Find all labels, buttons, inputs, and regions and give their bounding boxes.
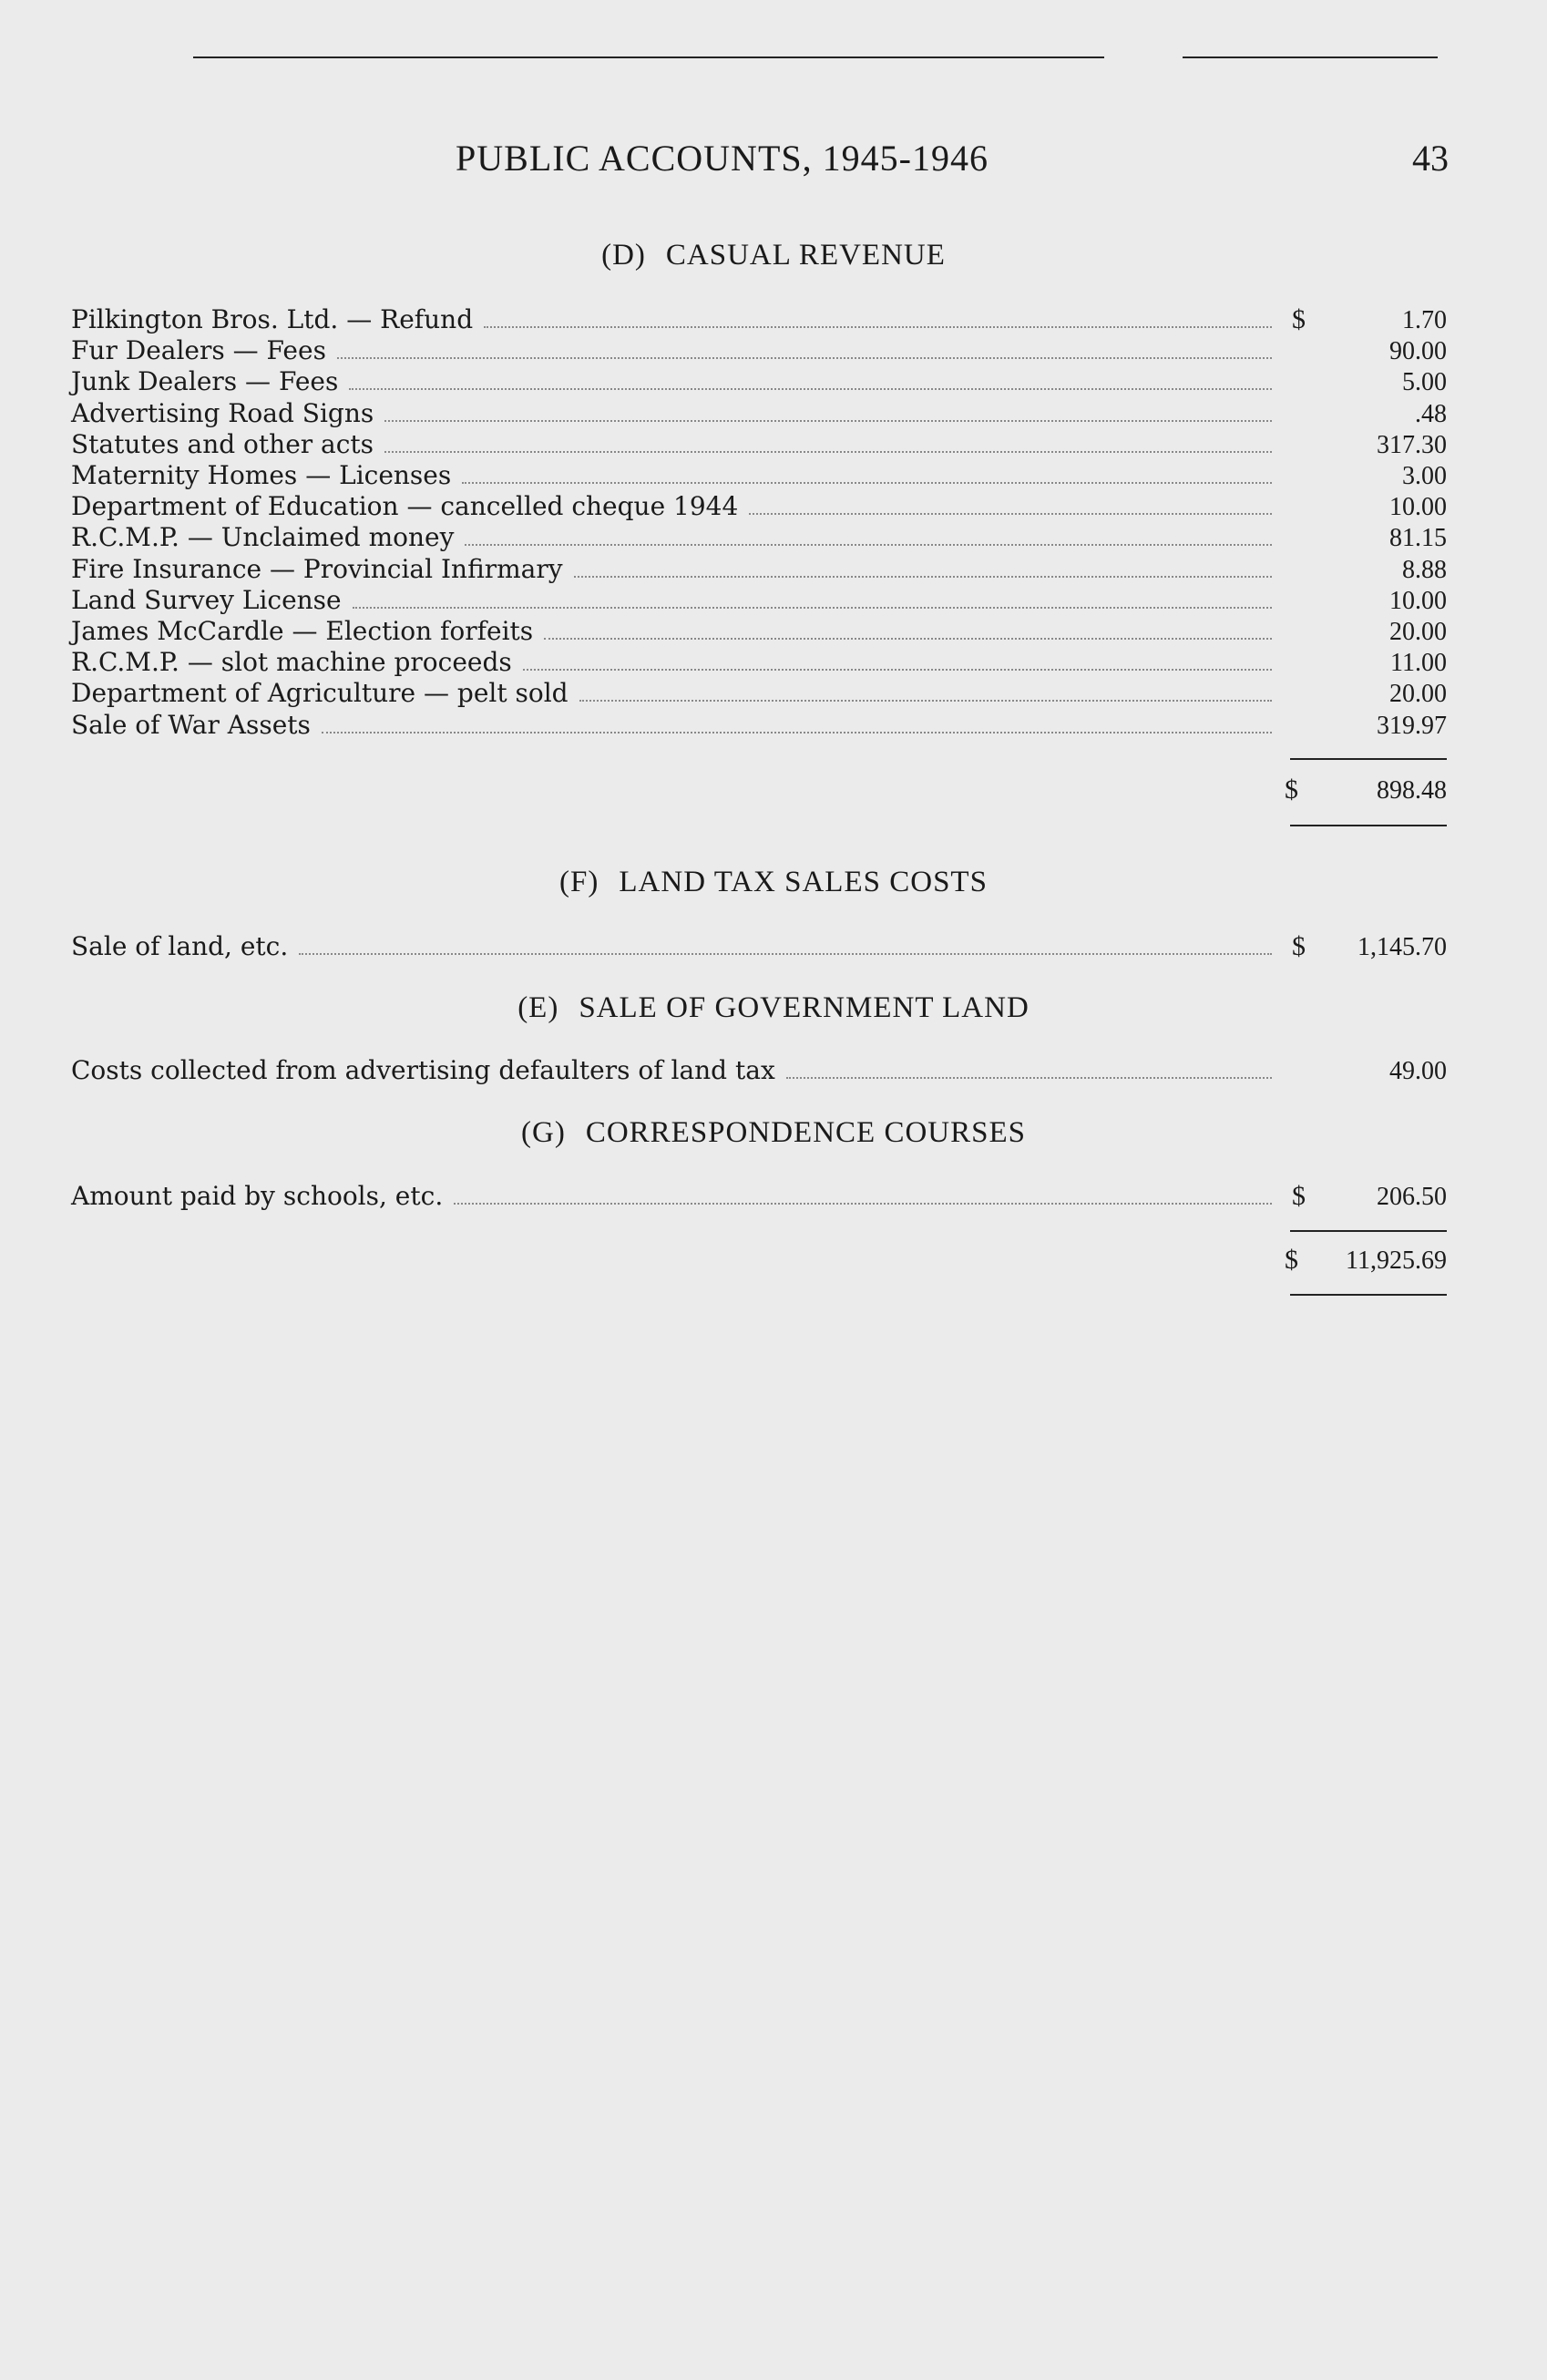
grand-total — [1285, 1245, 1447, 1279]
line-item — [71, 491, 1447, 522]
currency-symbol: $ — [1292, 304, 1306, 334]
item-description: Department of Education — cancelled cheque 1944 — [71, 491, 739, 522]
item-amount: 1,145.70 — [1357, 933, 1447, 961]
casual-revenue-total — [1285, 775, 1447, 809]
section-heading: LAND TAX SALES COSTS — [619, 866, 988, 898]
line-item — [71, 335, 1447, 366]
section-title-casual-revenue — [0, 239, 1547, 272]
item-description: Maternity Homes — Licenses — [71, 460, 452, 490]
dot-leader — [462, 481, 1272, 484]
line-item — [71, 616, 1447, 647]
item-description: Sale of War Assets — [71, 709, 311, 740]
line-item — [71, 398, 1447, 429]
item-amount: 3.00 — [1402, 462, 1447, 490]
header-rule — [193, 56, 1104, 58]
page-title: PUBLIC ACCOUNTS, 1945-1946 — [456, 138, 989, 179]
line-item — [71, 647, 1447, 678]
dot-leader — [579, 699, 1272, 702]
currency-symbol: $ — [1285, 1245, 1298, 1275]
dot-leader — [454, 1202, 1272, 1205]
section-letter: (F) — [559, 866, 599, 898]
item-amount: 5.00 — [1402, 368, 1447, 397]
dot-leader — [337, 356, 1272, 359]
item-description: Junk Dealers — Fees — [71, 366, 339, 397]
item-amount: 317.30 — [1377, 430, 1447, 459]
currency-symbol: $ — [1285, 775, 1298, 805]
section-title-correspondence-courses — [0, 1116, 1547, 1150]
page-number: 43 — [1412, 138, 1449, 179]
section-letter: (G) — [521, 1116, 566, 1149]
grand-total-amount: 11,925.69 — [1346, 1246, 1447, 1275]
currency-symbol: $ — [1292, 931, 1306, 961]
dot-leader — [353, 606, 1272, 609]
section-title-land-tax-sales-costs — [0, 866, 1547, 899]
item-amount: 20.00 — [1389, 680, 1447, 709]
dot-leader — [749, 512, 1272, 515]
item-description: Fur Dealers — Fees — [71, 335, 326, 366]
section-heading: CORRESPONDENCE COURSES — [585, 1116, 1026, 1149]
line-item — [71, 710, 1447, 741]
item-amount: 319.97 — [1377, 711, 1447, 740]
item-amount: 1.70 — [1402, 306, 1447, 334]
item-description: Advertising Road Signs — [71, 397, 374, 428]
section-heading: SALE OF GOVERNMENT LAND — [579, 991, 1030, 1024]
dot-leader — [299, 952, 1272, 955]
dot-leader — [574, 575, 1272, 578]
line-item — [71, 522, 1447, 553]
line-item-schools-payment — [71, 1181, 1447, 1212]
item-description: Sale of land, etc. — [71, 931, 289, 961]
dot-leader — [484, 325, 1272, 328]
line-item — [71, 366, 1447, 397]
section-title-sale-of-government-land — [0, 991, 1547, 1025]
item-amount: 10.00 — [1389, 586, 1447, 615]
item-description: R.C.M.P. — Unclaimed money — [71, 522, 455, 553]
line-item — [71, 554, 1447, 585]
dot-leader — [523, 668, 1272, 671]
grand-total-rule — [1290, 1230, 1447, 1232]
dot-leader — [786, 1076, 1272, 1079]
grand-total-underline — [1290, 1294, 1447, 1296]
item-description: Statutes and other acts — [71, 428, 374, 459]
item-description: Costs collected from advertising defaulters of land tax — [71, 1055, 775, 1085]
item-amount: 206.50 — [1377, 1183, 1447, 1211]
line-item — [71, 304, 1447, 335]
item-description: Amount paid by schools, etc. — [71, 1181, 444, 1211]
section-heading: CASUAL REVENUE — [665, 239, 946, 272]
header-rule-right — [1183, 56, 1438, 58]
dot-leader — [544, 637, 1272, 640]
item-amount: 8.88 — [1402, 555, 1447, 584]
dot-leader — [465, 543, 1272, 546]
item-amount: .48 — [1415, 399, 1447, 428]
section-letter: (D) — [601, 239, 646, 272]
item-amount: 49.00 — [1389, 1057, 1447, 1085]
item-description: Land Survey License — [71, 584, 342, 615]
currency-symbol: $ — [1292, 1181, 1306, 1211]
line-item — [71, 460, 1447, 491]
item-description: Department of Agriculture — pelt sold — [71, 678, 569, 709]
item-amount: 10.00 — [1389, 493, 1447, 522]
dot-leader — [384, 450, 1272, 453]
item-description: Pilkington Bros. Ltd. — Refund — [71, 304, 474, 334]
dot-leader — [322, 731, 1272, 733]
line-item-advertising-costs — [71, 1055, 1447, 1086]
item-description: James McCardle — Election forfeits — [71, 616, 534, 646]
item-amount: 81.15 — [1389, 524, 1447, 553]
item-description: Fire Insurance — Provincial Infirmary — [71, 553, 563, 584]
item-amount: 11.00 — [1390, 649, 1447, 678]
dot-leader — [384, 419, 1272, 422]
line-item — [71, 429, 1447, 460]
line-item — [71, 585, 1447, 616]
item-amount: 90.00 — [1389, 337, 1447, 366]
line-item-sale-of-land — [71, 931, 1447, 962]
dot-leader — [349, 387, 1272, 390]
subtotal-rule — [1290, 758, 1447, 760]
line-item — [71, 678, 1447, 709]
item-amount: 20.00 — [1389, 618, 1447, 646]
item-description: R.C.M.P. — slot machine proceeds — [71, 647, 512, 678]
running-head — [182, 137, 1458, 191]
subtotal-underline — [1290, 825, 1447, 826]
total-amount: 898.48 — [1377, 776, 1447, 805]
section-letter: (E) — [517, 991, 559, 1024]
